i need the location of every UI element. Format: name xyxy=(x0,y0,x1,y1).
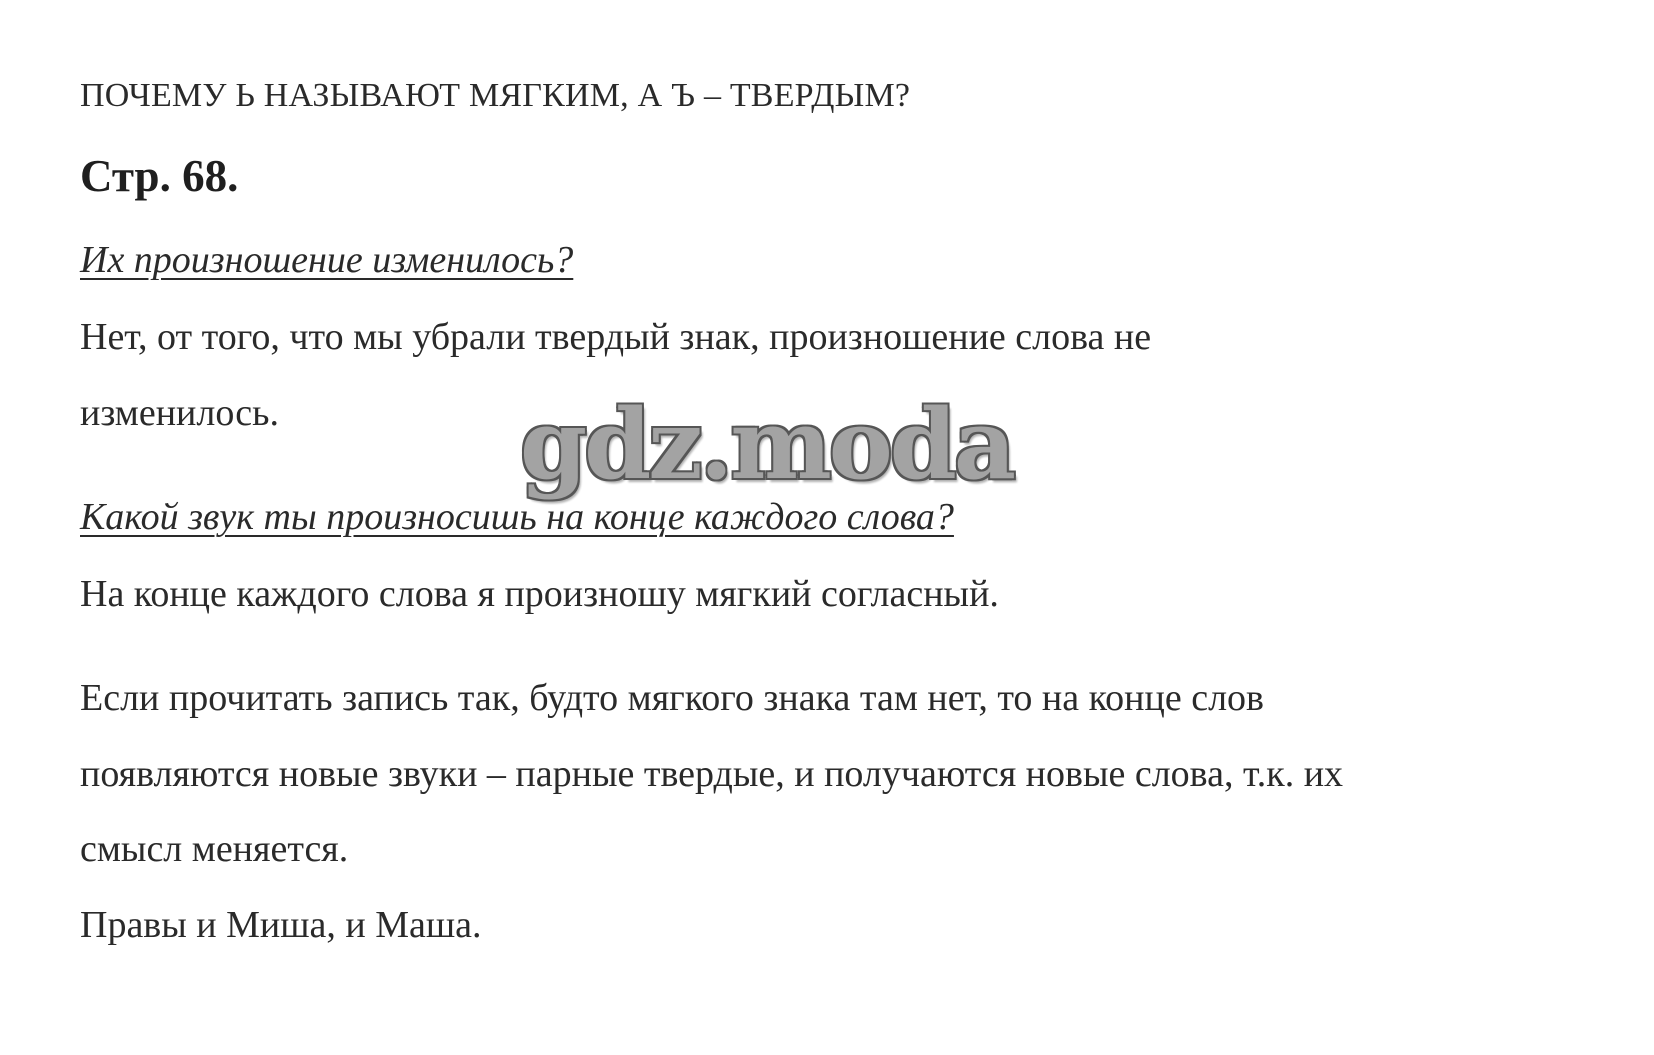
answer-3-line-3: смысл меняется. xyxy=(80,828,349,870)
answer-2: На конце каждого слова я произношу мягкий согласный. xyxy=(80,573,999,615)
watermark-logo: gdz.moda xyxy=(520,388,1014,501)
answer-1-line-1: Нет, от того, что мы убрали твердый знак, произношение слова не xyxy=(80,316,1152,358)
answer-3-line-1: Если прочитать запись так, будто мягкого знака там нет, то на конце слов xyxy=(80,677,1264,719)
answer-4: Правы и Миша, и Маша. xyxy=(80,904,482,946)
question-1: Их произношение изменилось? xyxy=(80,239,574,281)
answer-1-line-2: изменилось. xyxy=(80,392,279,434)
topic-heading: ПОЧЕМУ Ь НАЗЫВАЮТ МЯГКИМ, А Ъ – ТВЕРДЫМ? xyxy=(80,77,911,114)
page-reference: Стр. 68. xyxy=(80,151,239,201)
question-2: Какой звук ты произносишь на конце каждого слова? xyxy=(80,496,954,538)
answer-3-line-2: появляются новые звуки – парные твердые, и получаются новые слова, т.к. их xyxy=(80,753,1344,795)
